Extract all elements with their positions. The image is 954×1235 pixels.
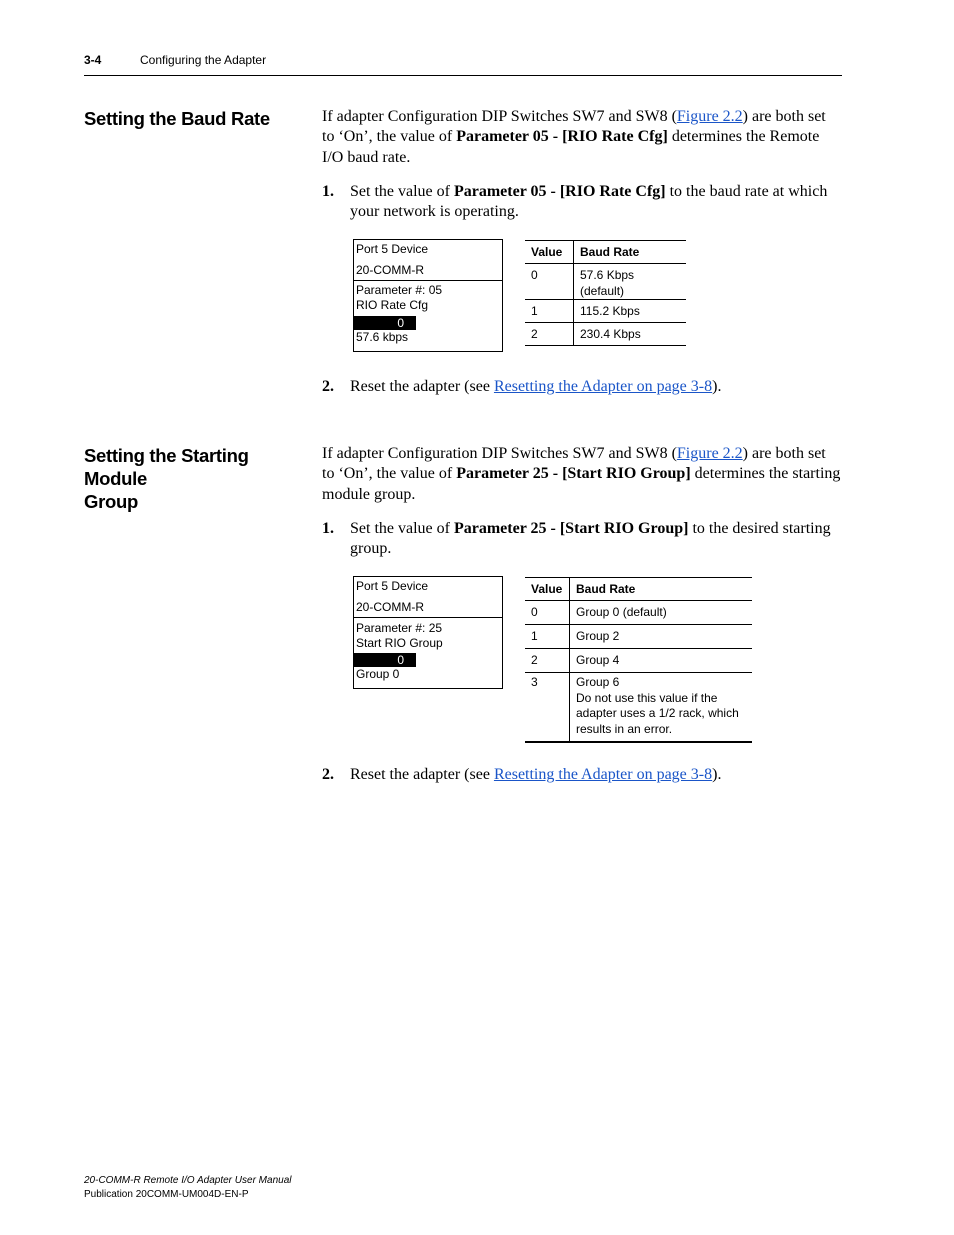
- section-heading-starting-group: Setting the Starting Module Group: [84, 445, 249, 512]
- chapter-title: Configuring the Adapter: [140, 53, 267, 67]
- him-device-label: 20-COMM-R: [356, 263, 424, 277]
- resetting-adapter-link[interactable]: Resetting the Adapter on page 3-8: [493, 766, 713, 783]
- him-parameter-number: Parameter #: 05: [356, 283, 443, 297]
- him-parameter-name: RIO Rate Cfg: [356, 298, 429, 312]
- group6-warning-note: Do not use this value if the adapter uses a 1/2 rack, which results in an error.: [576, 690, 739, 736]
- col-baud-rate-header: Baud Rate: [574, 241, 687, 264]
- starting-group-step-1: 1. Set the value of Parameter 25 - [Start RIO Group] to the desired starting group.: [322, 520, 831, 558]
- resetting-adapter-link[interactable]: Resetting the Adapter on page 3-8: [493, 378, 713, 395]
- footer-publication: Publication 20COMM-UM004D-EN-P: [84, 1189, 249, 1200]
- col-baud-rate-header: Baud Rate: [570, 578, 753, 601]
- col-value-header: Value: [525, 241, 574, 264]
- table-row: 3 Group 6 Do not use this value if the adapter uses a 1/2 rack, which results in an error.: [525, 673, 752, 743]
- table-row: 2 230.4 Kbps: [525, 323, 686, 346]
- section-heading-baud-rate: Setting the Baud Rate: [84, 108, 270, 129]
- table-row: 0 Group 0 (default): [525, 601, 752, 625]
- header-divider: [84, 75, 842, 76]
- footer-manual-title: 20-COMM-R Remote I/O Adapter User Manual: [84, 1175, 292, 1186]
- table-row: 2 Group 4: [525, 649, 752, 673]
- figure-link[interactable]: Figure 2.2: [676, 445, 743, 462]
- him-parameter-number: Parameter #: 25: [356, 621, 443, 635]
- table-header-row: [525, 241, 686, 264]
- col-value-header: Value: [525, 578, 570, 601]
- starting-group-step-2: 2. Reset the adapter (see Resetting the Adapter on page 3-8).: [322, 766, 722, 783]
- him-port-label: Port 5 Device: [356, 579, 429, 593]
- baud-rate-step-2: 2. Reset the adapter (see Resetting the Adapter on page 3-8).: [322, 378, 722, 395]
- him-parameter-name: Start RIO Group: [356, 636, 443, 650]
- start-group-table: [525, 577, 752, 743]
- him-value-highlight: 0: [354, 653, 416, 667]
- him-value-highlight: 0: [354, 316, 416, 330]
- him-port-label: Port 5 Device: [356, 242, 429, 256]
- page-number: 3-4: [84, 53, 102, 67]
- baud-rate-table: [525, 240, 686, 346]
- table-row: 1 115.2 Kbps: [525, 300, 686, 323]
- baud-rate-intro: If adapter Configuration DIP Switches SW7 and SW8 (Figure 2.2) are both set to ‘On’, the value of Parameter 05 - [RIO Rate Cfg] determines the Remote I/O baud rate.: [322, 108, 826, 166]
- him-value-text: 57.6 kbps: [356, 330, 409, 344]
- table-row: 0 57.6 Kbps (default): [525, 264, 686, 300]
- him-value-text: Group 0: [356, 667, 400, 681]
- him-device-label: 20-COMM-R: [356, 600, 424, 614]
- him-screen-baud-rate: [353, 239, 503, 352]
- table-header-row: [525, 578, 752, 601]
- figure-link[interactable]: Figure 2.2: [676, 108, 743, 125]
- him-screen-start-group: [353, 576, 503, 689]
- baud-rate-step-1: 1. Set the value of Parameter 05 - [RIO Rate Cfg] to the baud rate at which your network is operating.: [322, 183, 828, 221]
- table-row: 1 Group 2: [525, 625, 752, 649]
- starting-group-intro: If adapter Configuration DIP Switches SW7 and SW8 (Figure 2.2) are both set to ‘On’, the value of Parameter 25 - [Start RIO Group] determines the starting module group.: [322, 445, 841, 503]
